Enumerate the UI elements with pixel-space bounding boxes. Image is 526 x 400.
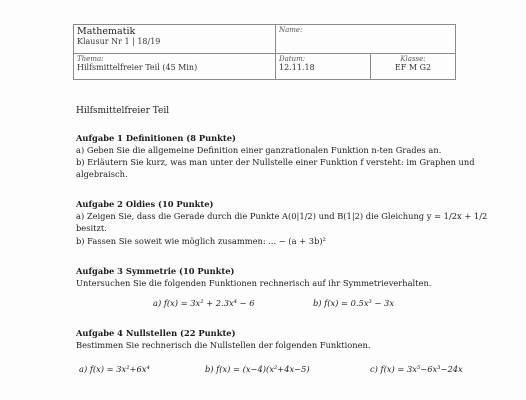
task-1-line-a: a) Geben Sie die allgemeine Definition einer ganzrationalen Funktion n-ten Grades an. (76, 145, 442, 155)
thema-cell (74, 54, 276, 80)
datum-cell (276, 54, 371, 80)
task-3-instructions: Untersuchen Sie die folgenden Funktionen rechnerisch auf ihr Symmetrieverhalten. (76, 278, 432, 288)
header-subject-cell (74, 25, 276, 54)
klasse-cell (371, 54, 456, 80)
task-2-line-a2: besitzt. (76, 223, 107, 233)
name-cell (276, 25, 456, 54)
header-table (73, 24, 456, 80)
task-2-line-a: a) Zeigen Sie, dass die Gerade durch die Punkte A(0|1/2) und B(1|2) die Gleichung y = 1/2x + 1/2 (76, 211, 488, 221)
subject-text: Mathematik (77, 26, 136, 37)
datum-label: Datum: (279, 55, 306, 64)
task-4-title: Aufgabe 4 Nullstellen (22 Punkte) (76, 328, 236, 338)
klasse-value: EF M G2 (394, 63, 432, 73)
task-4-formula-a: a) f(x) = 3x²+6x⁴ (79, 364, 150, 374)
thema-label: Thema: (77, 55, 104, 64)
task-3-formula-a: a) f(x) = 3x² + 2.3x⁴ − 6 (153, 298, 255, 308)
thema-value: Hilfsmittelfreier Teil (45 Min) (77, 63, 198, 73)
name-label: Name: (279, 26, 303, 34)
klasse-label: Klasse: (400, 55, 426, 64)
task-1-line-b: b) Erläutern Sie kurz, was man unter der Nullstelle einer Funktion f versteht: im Graphen und (76, 157, 475, 167)
task-1-title: Aufgabe 1 Definitionen (8 Punkte) (76, 133, 236, 143)
task-1-line-c: algebraisch. (76, 169, 128, 179)
task-3-formula-b: b) f(x) = 0.5x³ − 3x (313, 298, 395, 308)
exam-text: Klausur Nr 1 | 18/19 (77, 37, 161, 46)
task-4-instructions: Bestimmen Sie rechnerisch die Nullstellen der folgenden Funktionen. (76, 340, 371, 350)
task-4-formula-b: b) f(x) = (x−4)(x²+4x−5) (205, 364, 310, 374)
task-2-title: Aufgabe 2 Oldies (10 Punkte) (76, 199, 214, 209)
datum-value: 12.11.18 (279, 63, 315, 73)
task-3-title: Aufgabe 3 Symmetrie (10 Punkte) (76, 266, 235, 276)
task-2-line-b: b) Fassen Sie soweit wie möglich zusammen: ... − (a + 3b)² (76, 236, 326, 246)
section-title: Hilfsmittelfreier Teil (76, 106, 170, 116)
task-4-formula-c: c) f(x) = 3x⁵−6x³−24x (370, 364, 463, 374)
